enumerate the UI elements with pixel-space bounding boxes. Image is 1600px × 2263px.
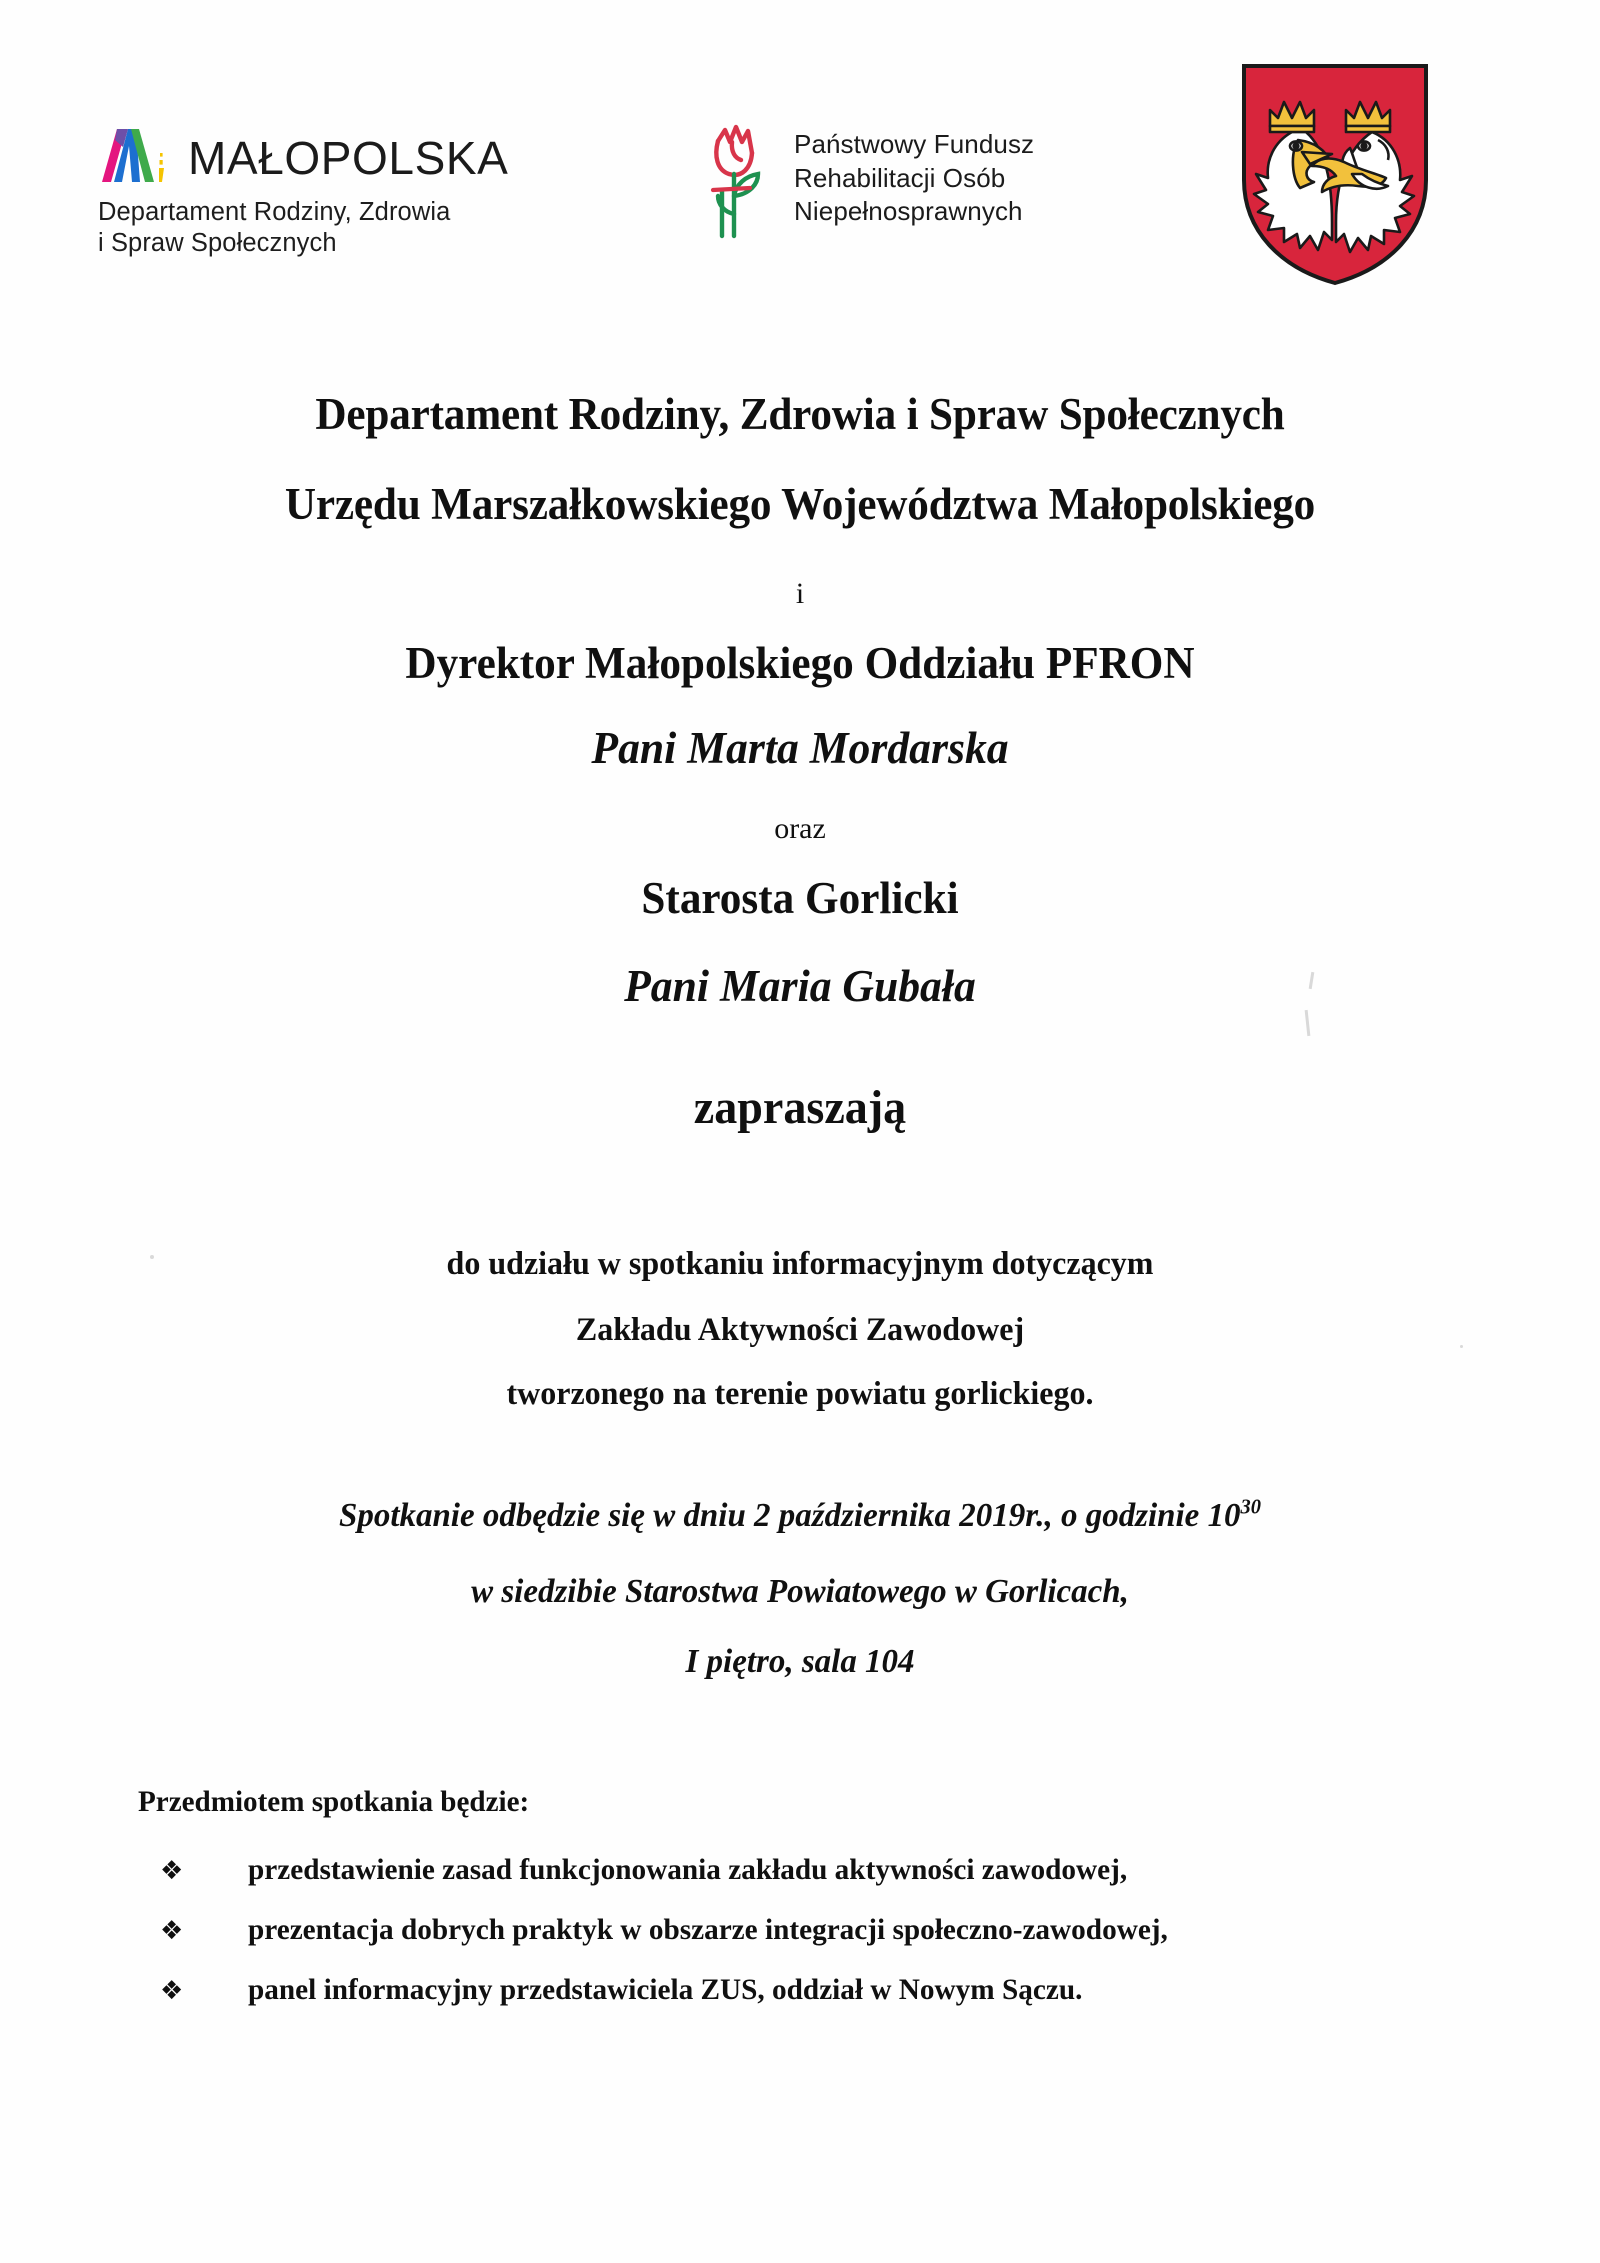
list-item xyxy=(138,1973,1468,2007)
diamond-bullet-icon: ❖ xyxy=(160,1916,184,1946)
starosta-name: Pani Maria Gubała xyxy=(624,961,976,1011)
pfron-line-1: Państwowy Fundusz xyxy=(794,129,1035,159)
malopolska-department-subtitle xyxy=(98,197,568,259)
meeting-minutes-superscript: 30 xyxy=(1240,1494,1262,1519)
director-title: Dyrektor Małopolskiego Oddziału PFRON xyxy=(405,638,1195,688)
starosta-title: Starosta Gorlicki xyxy=(641,873,959,923)
meeting-datetime-text: Spotkanie odbędzie się w dniu 2 października 2019r., o godzinie 10 xyxy=(338,1497,1241,1534)
scan-artifact xyxy=(1305,1010,1311,1036)
department-line-2: i Spraw Społecznych xyxy=(98,229,337,257)
meeting-room-line: I piętro, sala 104 xyxy=(685,1643,915,1680)
pfron-line-2: Rehabilitacji Osób xyxy=(794,162,1006,193)
invite-verb: zapraszają xyxy=(693,1081,907,1134)
conjunction-i: i xyxy=(795,577,805,610)
list-item xyxy=(138,1913,1468,1947)
purpose-line-1: do udziału w spotkaniu informacyjnym dotyczącym xyxy=(446,1246,1154,1282)
logo-header xyxy=(0,0,1600,310)
host-line-2: Urzędu Marszałkowskiego Województwa Małopolskiego xyxy=(284,479,1316,529)
agenda-title: Przedmiotem spotkania będzie: xyxy=(138,1785,530,1818)
malopolska-wordmark: MAŁOPOLSKA xyxy=(188,132,509,184)
meeting-venue-line: w siedzibie Starostwa Powiatowego w Gorlicach, xyxy=(471,1573,1129,1610)
malopolska-coat-of-arms-icon xyxy=(1240,62,1430,287)
list-item xyxy=(138,1853,1468,1887)
malopolska-logo xyxy=(98,118,568,259)
purpose-line-3: tworzonego na terenie powiatu gorlickiego. xyxy=(506,1376,1094,1412)
agenda-item-text: prezentacja dobrych praktyk w obszarze integracji społeczno-zawodowej, xyxy=(248,1913,1168,1946)
agenda-list xyxy=(138,1853,1468,2007)
director-name: Pani Marta Mordarska xyxy=(591,723,1009,773)
department-line-1: Departament Rodziny, Zdrowia xyxy=(98,198,451,226)
host-line-1: Departament Rodziny, Zdrowia i Spraw Społecznych xyxy=(315,389,1285,439)
agenda-section xyxy=(138,1785,1468,2007)
malopolska-m-mark xyxy=(98,122,172,184)
purpose-line-2: Zakładu Aktywności Zawodowej xyxy=(575,1312,1025,1348)
pfron-tulip-icon xyxy=(708,118,776,240)
pfron-line-3: Niepełnosprawnych xyxy=(794,196,1023,226)
agenda-item-text: przedstawienie zasad funkcjonowania zakładu aktywności zawodowej, xyxy=(248,1853,1128,1886)
meeting-datetime-line xyxy=(24,1494,1576,1535)
diamond-bullet-icon: ❖ xyxy=(160,1856,184,1886)
pfron-logo xyxy=(708,118,1034,240)
agenda-item-text: panel informacyjny przedstawiciela ZUS, oddział w Nowym Sączu. xyxy=(248,1973,1083,2006)
diamond-bullet-icon: ❖ xyxy=(160,1976,184,2006)
pfron-name xyxy=(794,118,1034,229)
conjunction-oraz: oraz xyxy=(774,812,826,845)
